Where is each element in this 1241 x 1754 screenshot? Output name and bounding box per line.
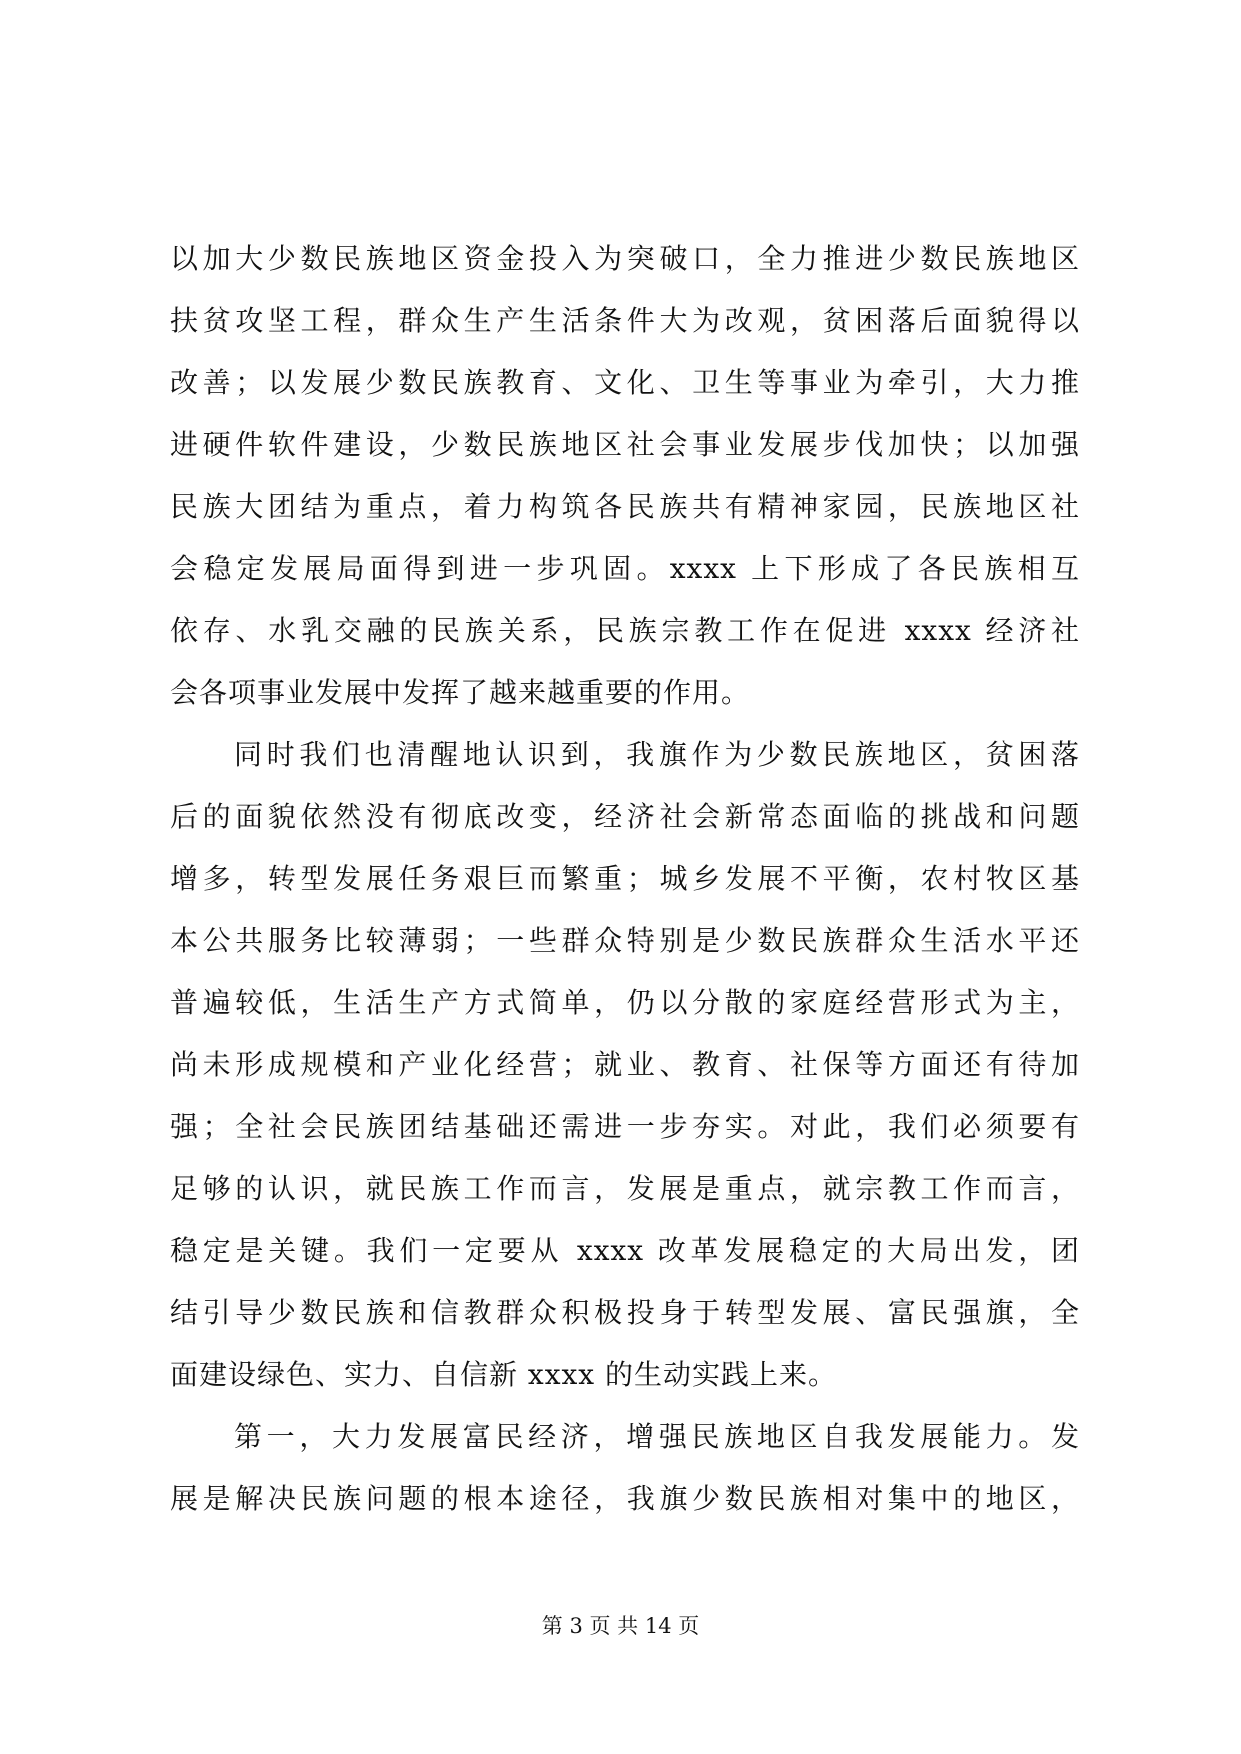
page-number-label: 第 3 页 共 14 页 — [541, 1614, 700, 1638]
text-line: 扶贫攻坚工程，群众生产生活条件大为改观，贫困落后面貌得以 — [170, 304, 1080, 337]
text-line: 进硬件软件建设，少数民族地区社会事业发展步伐加快；以加强 — [170, 428, 1080, 461]
paragraph-3 — [170, 1406, 1080, 1530]
text-line: 会各项事业发展中发挥了越来越重要的作用。 — [170, 676, 751, 709]
text-line: 尚未形成规模和产业化经营；就业、教育、社保等方面还有待加 — [170, 1048, 1080, 1081]
paragraph-2 — [170, 724, 1080, 1406]
text-line: 增多，转型发展任务艰巨而繁重；城乡发展不平衡，农村牧区基 — [170, 862, 1080, 895]
text-line: 面建设绿色、实力、自信新 xxxx 的生动实践上来。 — [170, 1358, 837, 1391]
text-line: 本公共服务比较薄弱；一些群众特别是少数民族群众生活水平还 — [170, 924, 1080, 957]
text-line: 改善；以发展少数民族教育、文化、卫生等事业为牵引，大力推 — [170, 366, 1080, 399]
text-line: 足够的认识，就民族工作而言，发展是重点，就宗教工作而言， — [170, 1172, 1080, 1205]
text-line: 以加大少数民族地区资金投入为突破口，全力推进少数民族地区 — [170, 242, 1080, 275]
text-line: 同时我们也清醒地认识到，我旗作为少数民族地区，贫困落 — [234, 738, 1080, 771]
text-line: 强；全社会民族团结基础还需进一步夯实。对此，我们必须要有 — [170, 1110, 1080, 1143]
text-line: 普遍较低，生活生产方式简单，仍以分散的家庭经营形式为主， — [170, 986, 1080, 1019]
text-line: 后的面貌依然没有彻底改变，经济社会新常态面临的挑战和问题 — [170, 800, 1080, 833]
text-line: 依存、水乳交融的民族关系，民族宗教工作在促进 xxxx 经济社 — [170, 614, 1080, 647]
text-line: 结引导少数民族和信教群众积极投身于转型发展、富民强旗，全 — [170, 1296, 1080, 1329]
body-text — [170, 228, 1080, 1530]
text-line: 稳定是关键。我们一定要从 xxxx 改革发展稳定的大局出发，团 — [170, 1234, 1080, 1267]
paragraph-1 — [170, 228, 1080, 724]
page-footer — [0, 1612, 1241, 1640]
text-line: 第一，大力发展富民经济，增强民族地区自我发展能力。发 — [234, 1420, 1080, 1453]
text-line: 展是解决民族问题的根本途径，我旗少数民族相对集中的地区， — [170, 1482, 1080, 1515]
text-line: 民族大团结为重点，着力构筑各民族共有精神家园，民族地区社 — [170, 490, 1080, 523]
text-line: 会稳定发展局面得到进一步巩固。xxxx 上下形成了各民族相互 — [170, 552, 1080, 585]
